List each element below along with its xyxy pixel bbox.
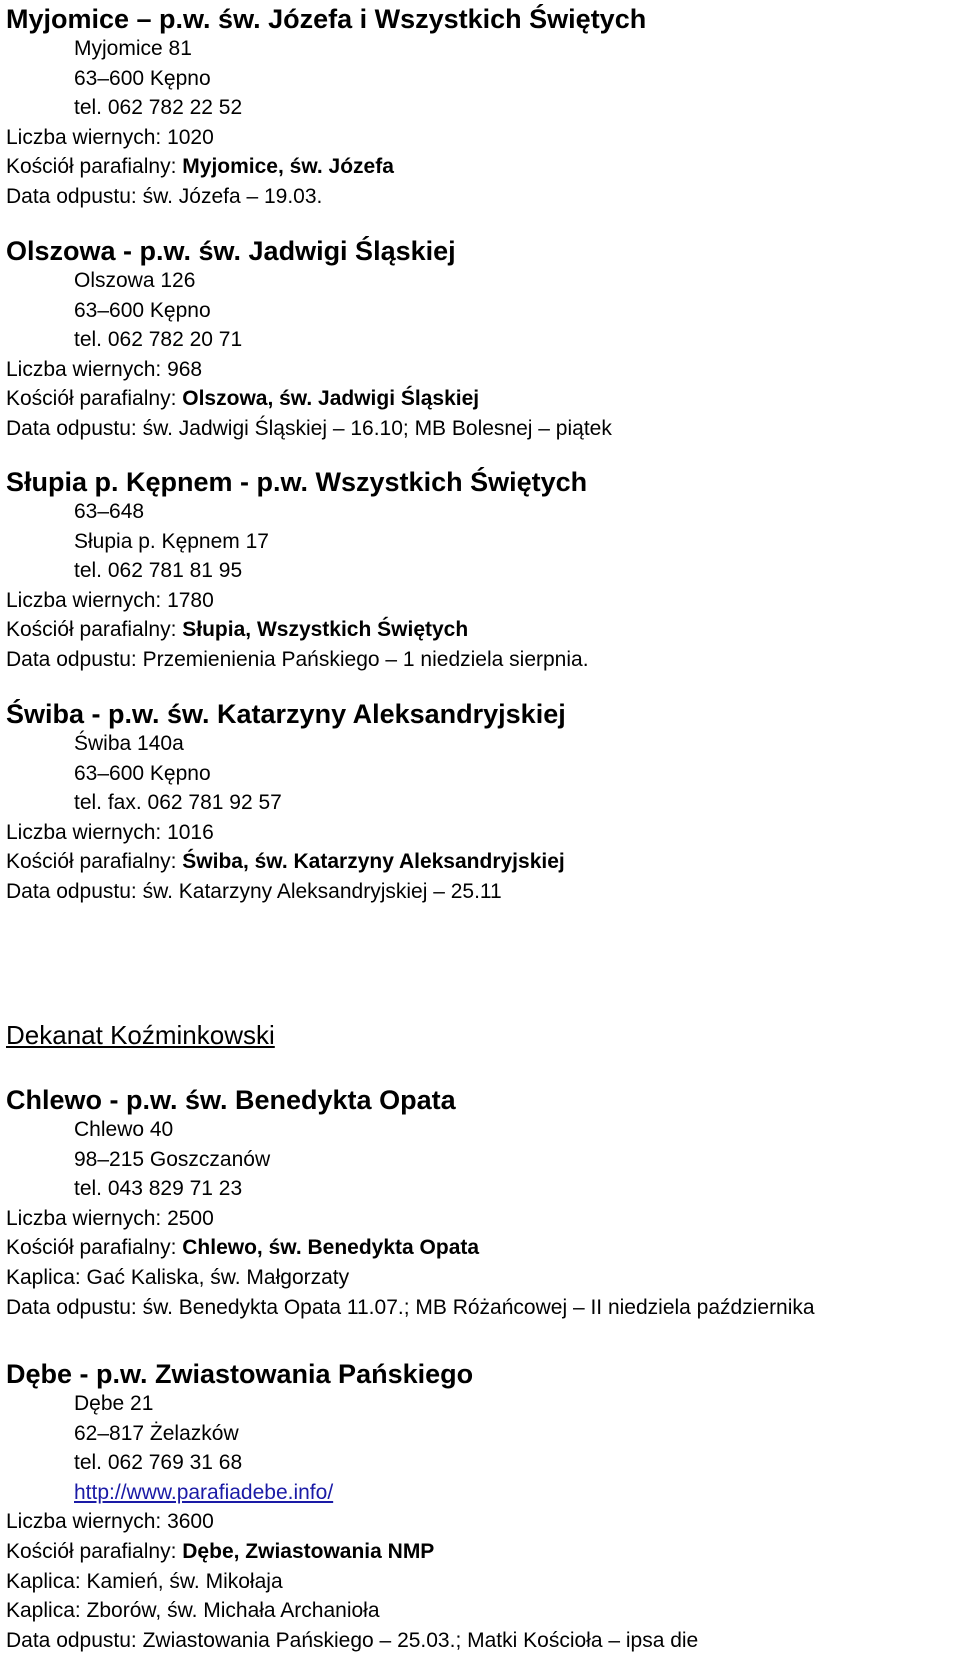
- feast-label: Data odpustu:: [6, 647, 143, 671]
- parish-phone: tel. 062 781 81 95: [74, 559, 243, 583]
- parish-phone: tel. 062 769 31 68: [74, 1451, 243, 1475]
- parish-feast: [6, 1626, 956, 1656]
- church-value: Słupia, Wszystkich Świętych: [182, 618, 469, 642]
- parish-debe: [6, 1359, 956, 1655]
- feast-label: Data odpustu:: [6, 184, 143, 208]
- church-value: Świba, św. Katarzyny Aleksandryjskiej: [182, 850, 565, 874]
- parish-address-line: Dębe 21: [74, 1392, 154, 1415]
- feast-value: św. Benedykta Opata 11.07.; MB Różańcowej – II niedziela października: [142, 1295, 815, 1319]
- parish-phone: tel. 062 782 22 52: [74, 96, 243, 120]
- parish-title: Myjomice – p.w. św. Józefa i Wszystkich Świętych: [6, 4, 647, 34]
- parish-address-line: Słupia p. Kępnem 17: [74, 529, 269, 553]
- faithful-label: Liczba wiernych:: [6, 1510, 168, 1534]
- parish-website: [6, 1478, 956, 1508]
- parish-postal-line: 62–817 Żelazków: [74, 1421, 239, 1445]
- faithful-label: Liczba wiernych:: [6, 357, 168, 381]
- faithful-label: Liczba wiernych:: [6, 820, 168, 844]
- parish-feast: [6, 1293, 956, 1323]
- parish-faithful: [6, 355, 956, 385]
- parish-faithful: [6, 586, 956, 616]
- church-value: Chlewo, św. Benedykta Opata: [182, 1236, 480, 1260]
- parish-phone: tel. fax. 062 781 92 57: [74, 791, 282, 815]
- parish-chapel: Kaplica: Kamień, św. Mikołaja: [6, 1569, 283, 1593]
- feast-label: Data odpustu:: [6, 1295, 143, 1319]
- feast-label: Data odpustu:: [6, 879, 143, 903]
- parish-address-line: Olszowa 126: [74, 269, 196, 292]
- parish-website-link[interactable]: http://www.parafiadebe.info/: [74, 1480, 334, 1504]
- feast-label: Data odpustu:: [6, 1628, 143, 1652]
- parish-feast: [6, 182, 956, 212]
- parish-church: [6, 847, 956, 877]
- faithful-value: 1780: [167, 588, 214, 612]
- parish-address-line: Chlewo 40: [74, 1118, 174, 1141]
- parish-title: Świba - p.w. św. Katarzyny Aleksandryjskiej: [6, 699, 566, 729]
- parish-address-line: Świba 140a: [74, 732, 184, 755]
- parish-myjomice: [6, 4, 956, 212]
- parish-chapel: Kaplica: Zborów, św. Michała Archanioła: [6, 1599, 380, 1623]
- faithful-value: 968: [167, 357, 203, 381]
- parish-postal-line: 63–600 Kępno: [74, 298, 211, 322]
- parish-feast: [6, 414, 956, 444]
- parish-phone: tel. 043 829 71 23: [74, 1177, 243, 1201]
- faithful-label: Liczba wiernych:: [6, 588, 168, 612]
- parish-address-line: Myjomice 81: [74, 37, 192, 60]
- church-label: Kościół parafialny:: [6, 1539, 183, 1563]
- church-value: Dębe, Zwiastowania NMP: [182, 1539, 435, 1563]
- parish-postal-line: 98–215 Goszczanów: [74, 1147, 271, 1171]
- church-label: Kościół parafialny:: [6, 618, 183, 642]
- faithful-label: Liczba wiernych:: [6, 1206, 168, 1230]
- parish-faithful: [6, 123, 956, 153]
- faithful-value: 3600: [167, 1510, 214, 1534]
- feast-label: Data odpustu:: [6, 416, 143, 440]
- feast-value: św. Jadwigi Śląskiej – 16.10; MB Bolesnej – piątek: [142, 416, 612, 440]
- church-label: Kościół parafialny:: [6, 155, 183, 179]
- parish-title: Chlewo - p.w. św. Benedykta Opata: [6, 1085, 456, 1115]
- parish-church: [6, 615, 956, 645]
- parish-chapel: Kaplica: Gać Kaliska, św. Małgorzaty: [6, 1265, 350, 1289]
- parish-slupia: [6, 467, 956, 675]
- church-label: Kościół parafialny:: [6, 1236, 183, 1260]
- church-value: Olszowa, św. Jadwigi Śląskiej: [182, 387, 480, 411]
- parish-title: Dębe - p.w. Zwiastowania Pańskiego: [6, 1359, 474, 1389]
- parish-church: [6, 1537, 956, 1567]
- feast-value: św. Józefa – 19.03.: [142, 184, 323, 208]
- parish-church: [6, 1233, 956, 1263]
- faithful-value: 1020: [167, 125, 214, 149]
- parish-olszowa: [6, 236, 956, 444]
- deanery-heading: Dekanat Koźminkowski: [6, 1020, 275, 1050]
- feast-value: Zwiastowania Pańskiego – 25.03.; Matki Kościoła – ipsa die: [142, 1628, 699, 1652]
- parish-faithful: [6, 1507, 956, 1537]
- parish-church: [6, 152, 956, 182]
- parish-title: Olszowa - p.w. św. Jadwigi Śląskiej: [6, 236, 456, 266]
- faithful-label: Liczba wiernych:: [6, 125, 168, 149]
- parish-postal-line: 63–648: [74, 500, 145, 523]
- church-label: Kościół parafialny:: [6, 850, 183, 874]
- faithful-value: 2500: [167, 1206, 214, 1230]
- feast-value: Przemienienia Pańskiego – 1 niedziela sierpnia.: [142, 647, 589, 671]
- church-label: Kościół parafialny:: [6, 387, 183, 411]
- parish-chlewo: [6, 1085, 956, 1322]
- parish-title: Słupia p. Kępnem - p.w. Wszystkich Świętych: [6, 467, 588, 497]
- parish-phone: tel. 062 782 20 71: [74, 328, 243, 352]
- parish-swiba: [6, 699, 956, 907]
- feast-value: św. Katarzyny Aleksandryjskiej – 25.11: [142, 879, 502, 903]
- parish-church: [6, 384, 956, 414]
- parish-faithful: [6, 1204, 956, 1234]
- parish-postal-line: 63–600 Kępno: [74, 66, 211, 90]
- faithful-value: 1016: [167, 820, 214, 844]
- parish-faithful: [6, 818, 956, 848]
- church-value: Myjomice, św. Józefa: [182, 155, 394, 179]
- parish-feast: [6, 645, 956, 675]
- parish-postal-line: 63–600 Kępno: [74, 761, 211, 785]
- parish-feast: [6, 877, 956, 907]
